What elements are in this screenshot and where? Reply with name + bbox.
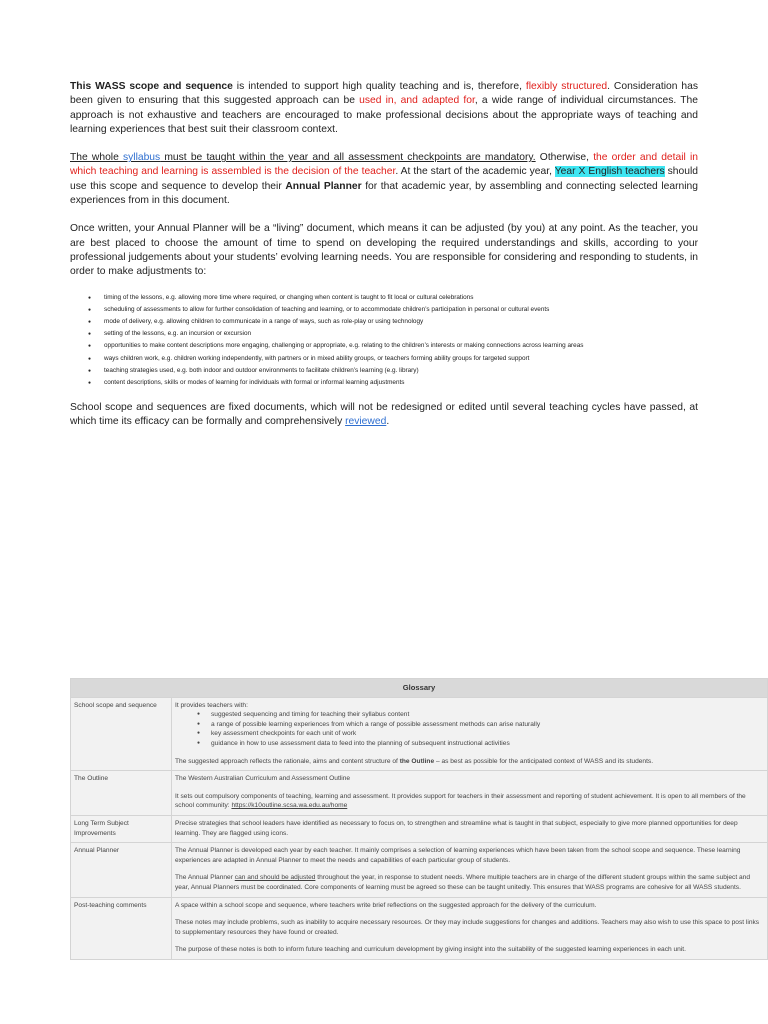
- list-item: ● timing of the lessons, e.g. allowing more time where required, or changing when content is taught to fit local or cultural celebrations: [104, 292, 698, 304]
- list-item: ● scheduling of assessments to allow for further consolidation of teaching and learning, or to accommodate children’s participation in personal or cultural events: [104, 304, 698, 316]
- text-run: School scope and sequences are fixed documents, which will not be redesigned or edited until several teaching cycles have passed, at which time its efficacy can be formally and comprehensively: [70, 402, 698, 428]
- text-run: for that academic year, by assembling and connecting selected learning experiences from in this document.: [70, 180, 699, 207]
- definition-text: [175, 873, 764, 892]
- intro-section: [70, 80, 698, 444]
- outline-url-link[interactable]: https://k10outline.scsa.wa.edu.au/home: [231, 802, 348, 810]
- list-item: ● opportunities to make content descriptions more engaging, challenging or appropriate, e.g. relating to the children’s interests or making connections across learning areas: [104, 340, 698, 352]
- text-run: . Consideration has been given to ensuring that this suggested approach can be: [70, 81, 698, 107]
- text-run: .: [386, 416, 390, 428]
- syllabus-link[interactable]: syllabus: [122, 152, 161, 164]
- glossary-definition: [172, 843, 768, 897]
- highlighted-red-text: used in, and adapted for: [359, 95, 475, 107]
- list-item: ● setting of the lessons, e.g. an incursion or excursion: [104, 328, 698, 340]
- text-run: The suggested approach reflects the rationale, aims and content structure of: [175, 757, 400, 765]
- glossary-definition: [172, 697, 768, 771]
- table-row: [71, 843, 768, 897]
- text-run: – as best as possible for the anticipated context of WASS and its students.: [434, 757, 654, 765]
- text-run: The Annual Planner: [175, 874, 235, 882]
- table-row: [71, 771, 768, 816]
- glossary-term: Post-teaching comments: [71, 897, 172, 959]
- glossary-term: Long Term Subject Improvements: [71, 815, 172, 842]
- glossary-definition: [172, 897, 768, 959]
- glossary-table: [70, 678, 768, 960]
- glossary-term: The Outline: [71, 771, 172, 816]
- underlined-text: [70, 152, 536, 163]
- definition-text: [175, 757, 764, 767]
- list-item: ● teaching strategies used, e.g. both indoor and outdoor environments to facilitate children’s learning (e.g. library): [104, 365, 698, 377]
- list-item: ● content descriptions, skills or modes of learning for individuals with formal or informal learning adjustments: [104, 377, 698, 389]
- text-run: must be taught within the year and all assessment checkpoints are mandatory.: [160, 152, 536, 164]
- definition-text: These notes may include problems, such as inability to acquire necessary resources. Or they may include suggestions for changes and additions. Teachers may also wish to use this space to post links to supplementary resources they have found or created.: [175, 919, 760, 936]
- highlighted-red-text: flexibly structured: [525, 81, 608, 92]
- list-item: ● a range of possible learning experiences from which a range of possible assessment methods can arise naturally: [211, 720, 764, 730]
- definition-text: Precise strategies that school leaders have identified as necessary to focus on, to strengthen and streamline what is taught in that subject, especially to give more planned opportunities for deep learning. They are flagged using icons.: [175, 819, 738, 837]
- glossary-title: Glossary: [71, 679, 768, 698]
- table-row: [71, 697, 768, 771]
- table-row: [71, 815, 768, 842]
- list-item: ● suggested sequencing and timing for teaching their syllabus content: [211, 710, 764, 720]
- glossary-header-row: [71, 679, 768, 698]
- glossary-term: School scope and sequence: [71, 697, 172, 771]
- intro-paragraph-2: [70, 151, 698, 208]
- reviewed-link[interactable]: reviewed: [345, 416, 387, 428]
- text-run: throughout the year, in response to student needs. Where multiple teachers are in charge of the different student groups within the same subject and year, Annual Planners must be coordinated. Core components of learning must be agreed so these can be taught unitedly. This ensures that WASS programs are cohesive for all WASS students.: [175, 874, 751, 891]
- adjustments-list: [70, 292, 698, 390]
- definition-text: The Western Australian Curriculum and Assessment Outline: [175, 775, 351, 783]
- cyan-highlight: Year X English teachers: [554, 166, 665, 178]
- list-item: ● key assessment checkpoints for each unit of work: [211, 729, 764, 739]
- definition-text: It provides teachers with:: [175, 701, 248, 709]
- text-run: The whole: [70, 152, 123, 164]
- definition-text: The Annual Planner is developed each year by each teacher. It mainly comprises a selection of learning experiences which have been taken from the school scope and sequence. These learning experiences are adapted in Annual Planner to meet the needs and capabilities of each particular group of students.: [175, 847, 741, 864]
- list-item: ● ways children work, e.g. children working independently, with partners or in mixed ability groups, or teachers forming ability groups for targeted support: [104, 353, 698, 365]
- glossary-definition: [172, 771, 768, 816]
- intro-paragraph-1: [70, 80, 698, 137]
- underlined-text: can and should be adjusted: [234, 874, 316, 882]
- list-item: ● mode of delivery, e.g. allowing children to communicate in a range of ways, such as role-play or using technology: [104, 316, 698, 328]
- outline-bold: the Outline: [399, 757, 435, 765]
- table-row: [71, 897, 768, 959]
- intro-paragraph-3: Once written, your Annual Planner will be a “living” document, which means it can be adjusted (by you) at any point. As the teacher, you are best placed to choose the amount of time to spend on developing the required understandings and skills, according to your professional judgements about your students’ evolving learning needs. You are responsible for considering and responding to students, in order to make adjustments to:: [70, 223, 698, 278]
- text-run: is intended to support high quality teaching and is, therefore,: [232, 81, 526, 92]
- text-run: . At the start of the academic year,: [395, 166, 555, 178]
- list-item: ● guidance in how to use assessment data to feed into the planning of subsequent instructional activities: [211, 739, 764, 749]
- glossary-definition: [172, 815, 768, 842]
- text-run: should use this scope and sequence to develop their: [70, 166, 698, 192]
- definition-text: [175, 792, 764, 811]
- text-run: , a wide range of individual circumstances. The approach is not exhaustive and teachers are encouraged to make professional decisions about the appropriate ways of teaching and learning experiences that best suit their classroom context.: [70, 95, 698, 135]
- definition-text: A space within a school scope and sequence, where teachers write brief reflections on the suggested approach for the delivery of the curriculum.: [175, 901, 597, 909]
- text-run: It sets out compulsory components of teaching, learning and assessment. It provides support for teachers in their assessment and reporting of student achievement. It is open to all members of the school community:: [175, 792, 746, 810]
- annual-planner-bold: Annual Planner: [285, 180, 362, 192]
- definition-list: [175, 710, 764, 748]
- glossary-term: Annual Planner: [71, 843, 172, 897]
- definition-text: The purpose of these notes is both to inform future teaching and curriculum development by giving insight into the suitability of the suggested learning experiences in each unit.: [175, 946, 686, 954]
- intro-bold-phrase: This WASS scope and sequence: [70, 81, 233, 92]
- highlighted-red-text: the order and detail in which teaching and learning is assembled is the decision of the teacher: [70, 152, 699, 178]
- intro-paragraph-4: [70, 401, 698, 430]
- text-run: Otherwise,: [535, 152, 594, 164]
